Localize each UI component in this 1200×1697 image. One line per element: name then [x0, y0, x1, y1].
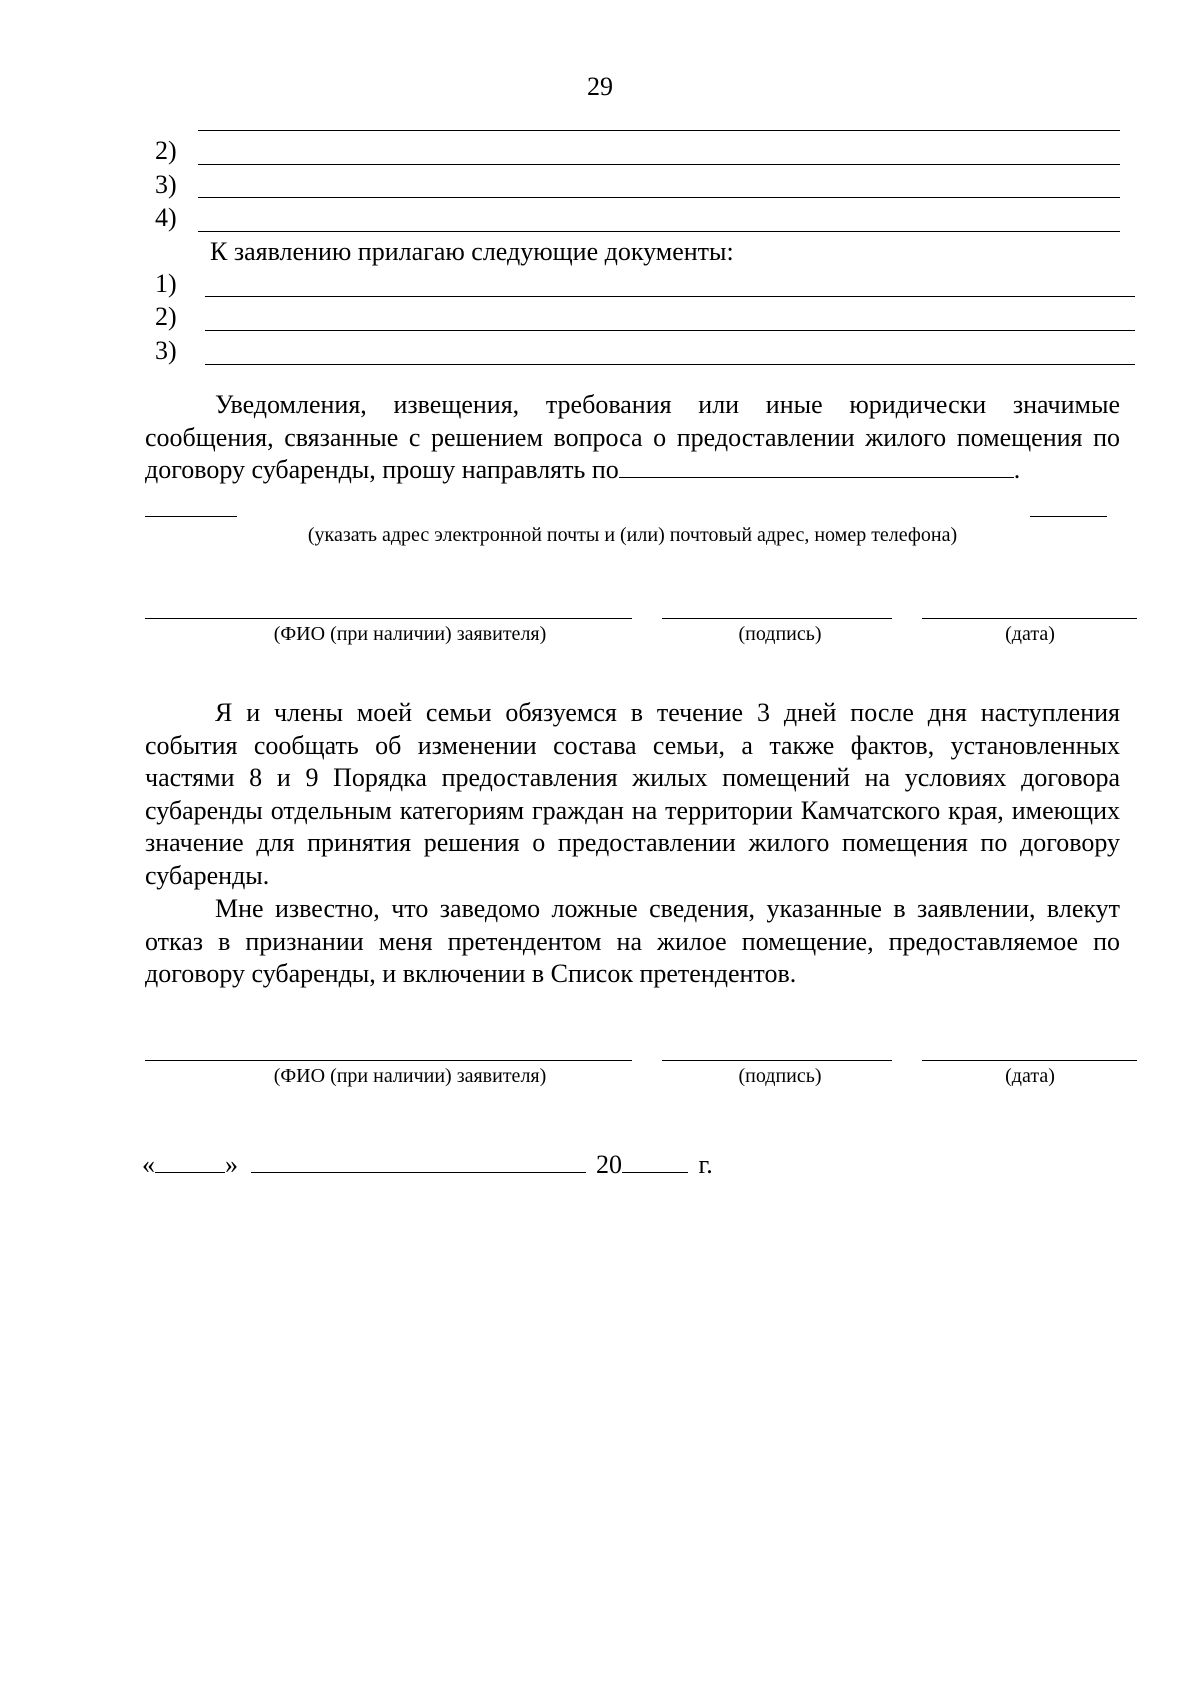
contact-hint: (указать адрес электронной почты и (или) почтовый адрес, номер телефона) — [307, 524, 958, 546]
name-line[interactable] — [145, 618, 632, 619]
month-fill[interactable] — [251, 1150, 586, 1173]
year-suffix: г. — [698, 1150, 713, 1179]
contact-line-left[interactable] — [145, 516, 237, 517]
date-caption: (дата) — [1005, 1065, 1055, 1087]
day-fill[interactable] — [155, 1150, 225, 1173]
list-b-line-1[interactable] — [205, 296, 1135, 297]
signature-caption: (подпись) — [738, 1065, 822, 1087]
name-line[interactable] — [145, 1060, 632, 1061]
list-b-line-2[interactable] — [205, 330, 1135, 331]
signature-line[interactable] — [662, 618, 892, 619]
awareness-paragraph: Мне известно, что заведомо ложные сведения, указанные в заявлении, влекут отказ в признании меня претендентом на жилое помещение, предоставляемое по договору субаренды, и включении в Список претендентов. — [145, 894, 1120, 988]
year-prefix: 20 — [596, 1150, 622, 1179]
date-caption: (дата) — [1005, 623, 1055, 645]
attachments-heading: К заявлению прилагаю следующие документы: — [210, 237, 734, 266]
close-quote: » — [225, 1150, 238, 1179]
notice-paragraph — [145, 389, 1120, 487]
list-b-number-2: 2) — [155, 302, 177, 331]
list-a-line-1[interactable] — [198, 130, 1120, 131]
list-a-number-3: 3) — [155, 170, 177, 199]
notice-fill-line[interactable] — [619, 455, 1014, 478]
notice-paragraph-text: Уведомления, извещения, требования или иные юридически значимые сообщения, связанные с решением вопроса о предоставлении жилого помещения по договору субаренды, прошу направлять по — [145, 390, 1120, 484]
signature-caption: (подпись) — [738, 623, 822, 645]
contact-line-right[interactable] — [1030, 516, 1107, 517]
year-fill[interactable] — [622, 1150, 688, 1173]
date-line[interactable] — [922, 618, 1137, 619]
page-number: 29 — [587, 72, 613, 101]
obligation-paragraph: Я и члены моей семьи обязуемся в течение 3 дней после дня наступления события сообщать об изменении состава семьи, а также фактов, установленных частями 8 и 9 Порядка предоставления жилых помещений на условиях договора субаренды отдельным категориям граждан на территории Камчатского края, имеющих значение для принятия решения о предоставлении жилого помещения по договору субаренды. — [145, 698, 1120, 890]
list-a-line-3[interactable] — [198, 197, 1120, 198]
open-quote: « — [142, 1150, 155, 1179]
list-a-number-4: 4) — [155, 203, 177, 232]
list-a-number-2: 2) — [155, 136, 177, 165]
name-caption: (ФИО (при наличии) заявителя) — [273, 623, 547, 645]
date-row — [142, 1150, 713, 1180]
list-a-line-2[interactable] — [198, 164, 1120, 165]
list-b-number-3: 3) — [155, 336, 177, 365]
list-a-line-4[interactable] — [198, 231, 1120, 232]
list-b-number-1: 1) — [155, 269, 177, 298]
signature-line[interactable] — [662, 1060, 892, 1061]
notice-end: . — [1013, 455, 1021, 484]
date-line[interactable] — [922, 1060, 1137, 1061]
list-b-line-3[interactable] — [205, 364, 1135, 365]
name-caption: (ФИО (при наличии) заявителя) — [273, 1065, 547, 1087]
